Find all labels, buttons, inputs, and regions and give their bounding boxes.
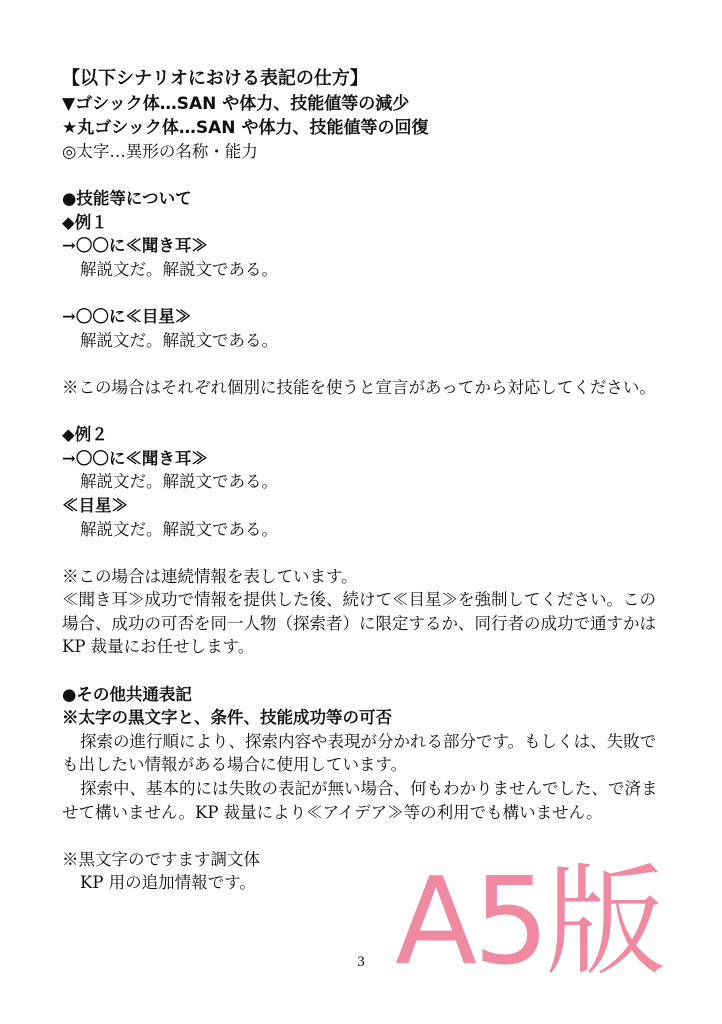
size-stamp: A5版 <box>395 853 662 992</box>
legend-bold: ◎太字…異形の名称・能力 <box>62 142 258 161</box>
example-2-spot-check: ≪目星≫ <box>62 495 128 515</box>
kp-note-heading: ※黒文字のですます調文体 <box>62 849 260 869</box>
common-heading: ●その他共通表記 <box>62 684 192 704</box>
example-1-label: ◆例１ <box>62 212 108 232</box>
common-paragraph-1: 探索の進行順により、探索内容や表現が分かれる部分です。もしくは、失敗でも出したい情報がある場合に使用しています。 <box>62 731 657 775</box>
example-2-explanation: ≪聞き耳≫成功で情報を提供した後、続けて≪目星≫を強制してください。この場合、成功の可否を同一人物（探索者）に限定するか、同行者の成功で通すかは KP 裁量にお任せします。 <box>62 590 656 657</box>
page-number: 3 <box>357 954 365 970</box>
kp-note-text: KP 用の追加情報です。 <box>80 873 256 893</box>
example-1-note: ※この場合はそれぞれ個別に技能を使うと宣言があってから対応してください。 <box>62 377 656 397</box>
example-2-listen-text: 解説文だ。解説文である。 <box>80 472 278 492</box>
example-1-spot-text: 解説文だ。解説文である。 <box>80 330 278 350</box>
example-2-listen-check: →〇〇に≪聞き耳≫ <box>62 448 208 468</box>
example-1-spot-check: →〇〇に≪目星≫ <box>62 307 192 327</box>
example-1-listen-text: 解説文だ。解説文である。 <box>80 259 278 279</box>
example-2-note: ※この場合は連続情報を表しています。 <box>62 566 358 586</box>
document-body <box>62 66 662 895</box>
legend-gothic: ▼ゴシック体…SAN や体力、技能値等の減少 <box>62 94 410 114</box>
legend-round-gothic: ★丸ゴシック体…SAN や体力、技能値等の回復 <box>62 118 429 138</box>
skills-heading: ●技能等について <box>62 189 192 209</box>
example-1-listen-check: →〇〇に≪聞き耳≫ <box>62 236 208 256</box>
example-2-spot-text: 解説文だ。解説文である。 <box>80 519 278 539</box>
common-paragraph-2: 探索中、基本的には失敗の表記が無い場合、何もわかりませんでした、で済ませて構いません。KP 裁量により≪アイデア≫等の利用でも構いません。 <box>62 779 658 822</box>
page-title: 【以下シナリオにおける表記の仕方】 <box>62 68 368 89</box>
common-subheading: ※太字の黒文字と、条件、技能成功等の可否 <box>62 708 392 728</box>
example-2-label: ◆例２ <box>62 425 108 445</box>
